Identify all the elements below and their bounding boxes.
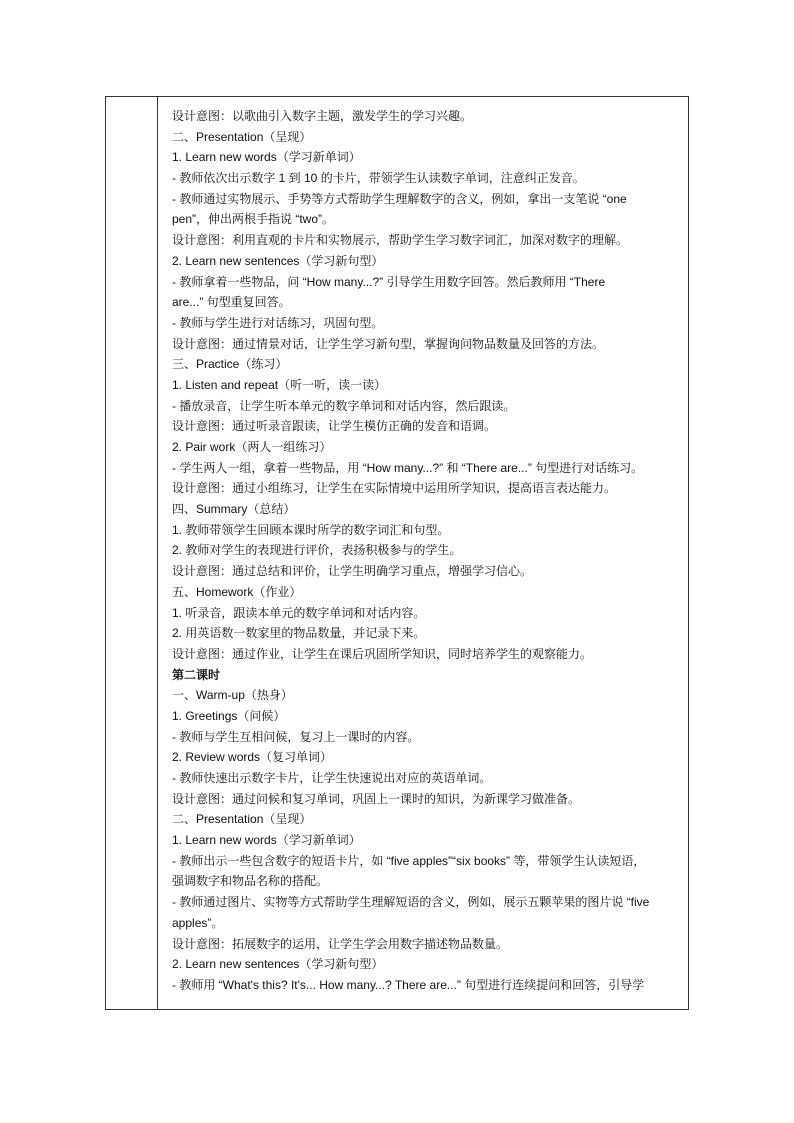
subsection-heading: 1. Learn new words（学习新单词） (172, 833, 361, 848)
subsection-heading: 1. Listen and repeat（听一听，读一读） (172, 377, 387, 392)
text-line: 设计意图：通过总结和评价，让学生明确学习重点，增强学习信心。 (172, 564, 533, 579)
text-line: 2. 教师对学生的表现进行评价，表扬积极参与的学生。 (172, 543, 462, 558)
section-heading: 一、Warm-up（热身） (172, 688, 293, 703)
text-line: 设计意图：通过小组练习，让学生在实际情境中运用所学知识，提高语言表达能力。 (172, 481, 617, 496)
text-line: - 教师出示一些包含数字的短语卡片，如 “five apples”“six books” 等，带领学生认读短语， (172, 853, 646, 868)
text-line: 设计意图：拓展数字的运用，让学生学会用数字描述物品数量。 (172, 936, 509, 951)
text-line: - 播放录音，让学生听本单元的数字单词和对话内容，然后跟读。 (172, 398, 516, 413)
subsection-heading: 2. Pair work（两人一组练习） (172, 440, 332, 454)
text-line: 设计意图：通过问候和复习单词，巩固上一课时的知识，为新课学习做准备。 (172, 791, 581, 806)
subsection-heading: 2. Learn new sentences（学习新句型） (172, 957, 384, 972)
text-line: - 教师通过实物展示、手势等方式帮助学生理解数字的含义，例如，拿出一支笔说 “one (172, 191, 627, 206)
section-heading: 四、Summary（总结） (172, 502, 296, 517)
lesson-title: 第二课时 (172, 667, 221, 682)
text-line: 设计意图：通过听录音跟读，让学生模仿正确的发音和语调。 (172, 419, 497, 434)
section-heading: 二、Presentation（呈现） (172, 129, 312, 144)
text-line: - 教师与学生互相问候，复习上一课时的内容。 (172, 729, 420, 744)
subsection-heading: 2. Review words（复习单词） (172, 750, 333, 765)
text-line: - 学生两人一组，拿着一些物品，用 “How many...?” 和 “There are...” 句型进行对话练习。 (172, 460, 644, 475)
text-line: - 教师拿着一些物品，问 “How many...?” 引导学生用数字回答。然后教师用 “There (172, 274, 606, 289)
text-line: 设计意图：利用直观的卡片和实物展示，帮助学生学习数字词汇，加深对数字的理解。 (172, 233, 629, 248)
table-left-column (106, 97, 158, 1009)
text-line: 设计意图：通过作业，让学生在课后巩固所学知识，同时培养学生的观察能力。 (172, 646, 593, 661)
text-line: - 教师与学生进行对话练习，巩固句型。 (172, 315, 384, 330)
text-line: 设计意图：通过情景对话，让学生学习新句型，掌握询问物品数量及回答的方法。 (172, 336, 605, 351)
text-line: are...” 句型重复回答。 (172, 295, 291, 310)
text-line: 1. 教师带领学生回顾本课时所学的数字词汇和句型。 (172, 522, 450, 537)
text-line: - 教师依次出示数字 1 到 10 的卡片，带领学生认读数字单词，注意纠正发音。 (172, 171, 585, 186)
section-heading: 五、Homework（作业） (172, 584, 302, 599)
lesson-plan-table (105, 96, 689, 1010)
subsection-heading: 1. Greetings（问候） (172, 708, 286, 723)
text-line: apples”。 (172, 915, 224, 930)
table-content-cell (172, 106, 682, 996)
subsection-heading: 1. Learn new words（学习新单词） (172, 150, 361, 165)
text-line: - 教师快速出示数字卡片，让学生快速说出对应的英语单词。 (172, 771, 492, 785)
text-line: 1. 听录音，跟读本单元的数字单词和对话内容。 (172, 605, 426, 620)
section-heading: 二、Presentation（呈现） (172, 812, 312, 827)
text-line: 设计意图：以歌曲引入数字主题，激发学生的学习兴趣。 (172, 109, 473, 123)
subsection-heading: 2. Learn new sentences（学习新句型） (172, 253, 384, 268)
text-line: - 教师用 “What's this? It's... How many...? There are...” 句型进行连续提问和回答，引导学 (172, 977, 645, 992)
text-line: 2. 用英语数一数家里的物品数量，并记录下来。 (172, 626, 426, 641)
section-heading: 三、Practice（练习） (172, 357, 288, 372)
text-line: 强调数字和物品名称的搭配。 (172, 874, 329, 889)
text-line: pen”，伸出两根手指说 “two”。 (172, 212, 335, 227)
text-line: - 教师通过图片、实物等方式帮助学生理解短语的含义，例如，展示五颗苹果的图片说 “five (172, 895, 650, 910)
